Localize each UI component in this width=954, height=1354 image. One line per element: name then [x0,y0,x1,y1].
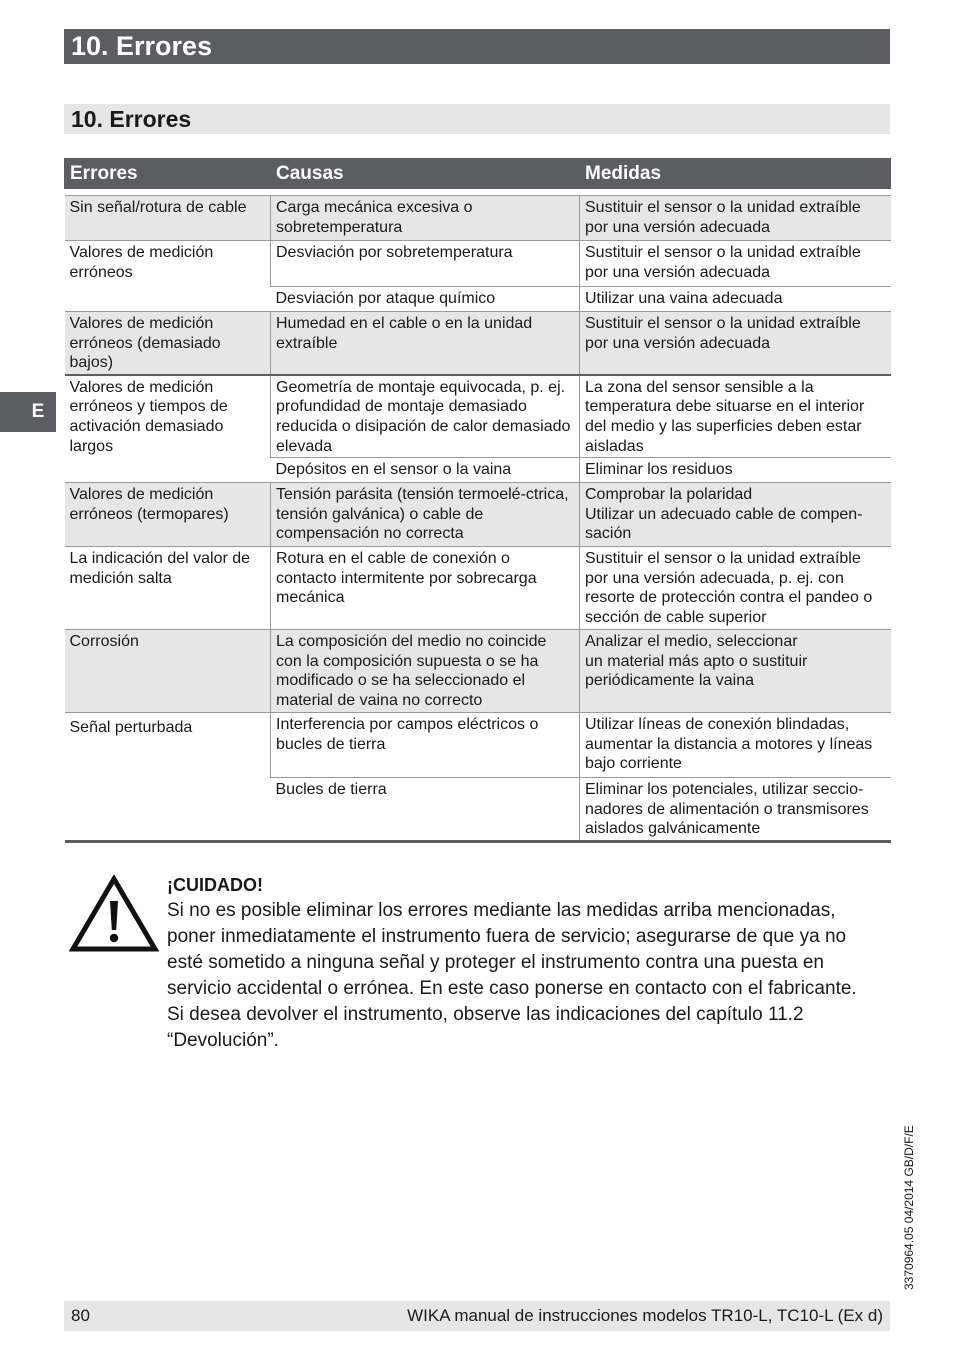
cause-cell: Desviación por ataque químico [271,287,580,312]
table-row [65,375,891,458]
language-tab [0,392,56,432]
caution-paragraph: Si no es posible eliminar los errores mediante las medidas arriba mencionadas, poner inmediatamente el instrumento fuera de servicio; asegurarse de que ya no esté sometido a ninguna señal y proteger el instrumento contra una puesta en servicio accidental o errónea. En este caso ponerse en contacto con el fabricante. [167,900,857,999]
table-header-row [65,158,891,189]
cause-cell: Interferencia por campos eléctricos o bucles de tierra [271,713,580,778]
cause-cell: Humedad en el cable o en la unidad extraíble [271,312,580,375]
measure-cell: Sustituir el sensor o la unidad extraíble por una versión adecuada [580,196,891,241]
page-footer [64,1301,890,1331]
error-cell: Valores de medición erróneos (termopares) [65,483,271,547]
cause-cell: Bucles de tierra [271,778,580,842]
error-cell: Valores de medición erróneos (demasiado bajos) [65,312,271,375]
section-header [64,104,890,134]
language-tab-label: E [31,401,45,422]
error-cell: Valores de medición erróneos y tiempos de activación demasiado largos [65,375,271,483]
caution-title: ¡CUIDADO! [167,875,263,895]
measure-cell: Comprobar la polaridad Utilizar un adecuado cable de compen-sación [580,483,891,547]
measure-cell: Analizar el medio, seleccionar un material más apto o sustituir periódicamente la vaina [580,630,891,713]
chapter-header [64,29,890,64]
manual-title: WIKA manual de instrucciones modelos TR10-L, TC10-L (Ex d) [407,1306,883,1325]
measure-cell: Eliminar los potenciales, utilizar seccio-nadores de alimentación o transmisores aislados galvánicamente [580,778,891,842]
page-number: 80 [71,1306,90,1325]
errors-table [64,158,891,843]
cause-cell: Desviación por sobretemperatura [271,241,580,287]
warning-triangle-icon [69,875,159,953]
table-row [65,630,891,713]
table-row [65,312,891,375]
table-row [65,547,891,630]
cause-cell: Geometría de montaje equivocada, p. ej. profundidad de montaje demasiado reducida o disipación de calor demasiado elevada [271,375,580,458]
cause-cell: Carga mecánica excesiva o sobretemperatura [271,196,580,241]
error-cell: Sin señal/rotura de cable [65,196,271,241]
error-cell: Valores de medición erróneos [65,241,271,312]
cause-cell: Rotura en el cable de conexión o contacto intermitente por sobrecarga mecánica [271,547,580,630]
measure-cell: La zona del sensor sensible a la temperatura debe situarse en el interior del medio y las superficies deben estar aisladas [580,375,891,458]
cause-cell: Tensión parásita (tensión termoelé-ctrica, tensión galvánica) o cable de compensación no correcta [271,483,580,547]
caution-paragraph: Si desea devolver el instrumento, observe las indicaciones del capítulo 11.2 “Devolución”. [167,1004,804,1051]
measure-cell: Sustituir el sensor o la unidad extraíble por una versión adecuada, p. ej. con resorte de protección contra el pandeo o sección de cable superior [580,547,891,630]
document-code: 3370964.05 04/2014 GB/D/F/E [902,1125,916,1290]
measure-cell: Utilizar líneas de conexión blindadas, aumentar la distancia a motores y líneas bajo corriente [580,713,891,778]
error-cell: La indicación del valor de medición salta [65,547,271,630]
measure-cell: Utilizar una vaina adecuada [580,287,891,312]
header-medidas: Medidas [580,158,891,189]
measure-cell: Sustituir el sensor o la unidad extraíble por una versión adecuada [580,241,891,287]
section-title: 10. Errores [71,106,192,132]
error-cell: Corrosión [65,630,271,713]
header-causas: Causas [271,158,580,189]
caution-text [167,898,887,1054]
table-row [65,196,891,241]
header-errores: Errores [65,158,271,189]
chapter-title: 10. Errores [71,31,213,61]
table-row [65,241,891,287]
cause-cell: La composición del medio no coincide con la composición supuesta o se ha modificado o se ha seleccionado el material de vaina no correcto [271,630,580,713]
table-row [65,713,891,778]
table-row [65,483,891,547]
measure-cell: Sustituir el sensor o la unidad extraíble por una versión adecuada [580,312,891,375]
cause-cell: Depósitos en el sensor o la vaina [271,458,580,483]
error-cell: Señal perturbada [65,713,271,842]
measure-cell: Eliminar los residuos [580,458,891,483]
